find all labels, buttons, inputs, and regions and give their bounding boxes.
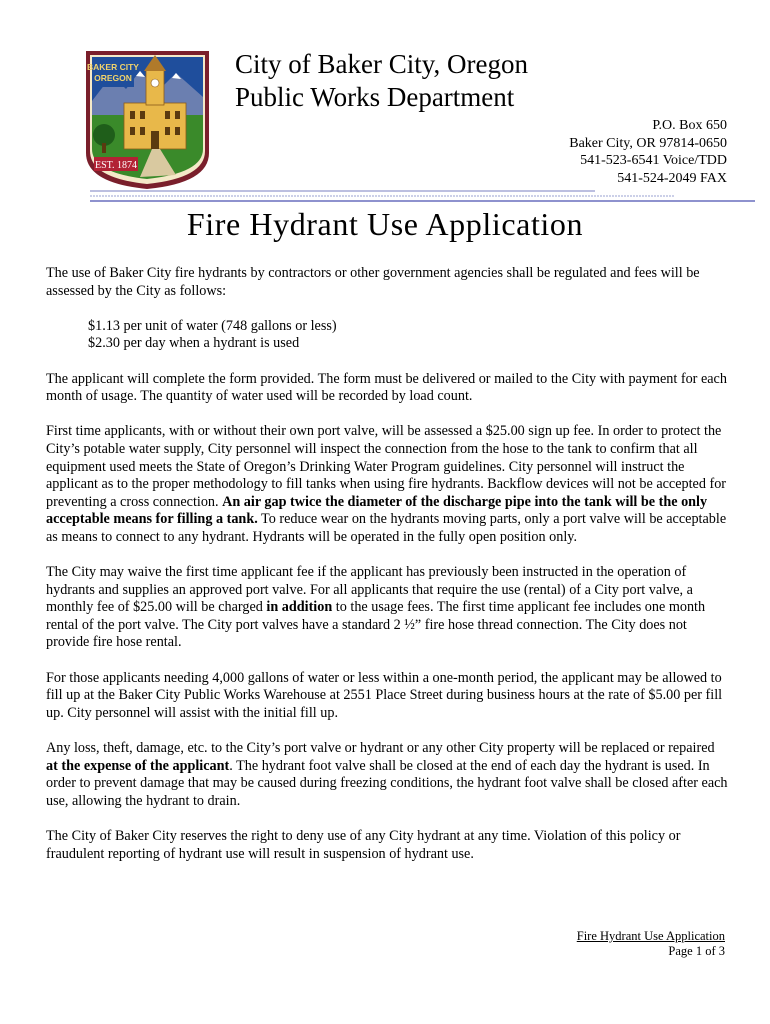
header-divider (90, 189, 755, 205)
first-time-applicant-paragraph: First time applicants, with or without their own port valve, will be assessed a $25.00 sign up fee. In order to protect the City’s potable water supply, City personnel will inspect the connection from the hose to the tank to confirm that all equipment used meets the State of Oregon’s Drinking Water Program guidelines. City personnel will instruct the applicant as to the proper methodology to fill tanks when using fire hydrants. Backflow devices will not be accepted for preventing a cross connection. An air gap twice the diameter of the discharge pipe into the tank will be the only acceptable means for filling a tank. To reduce wear on the hydrants moving parts, only a port valve will be acceptable as means to connect to any hydrant. Hydrants will be operated in the fully open position only. (46, 423, 727, 545)
warehouse-fill-paragraph: For those applicants needing 4,000 gallons of water or less within a one-month period, the applicant may be allowed to fill up at the Baker City Public Works Warehouse at 2551 Place Street during business hours at the rate of $5.00 per fill up. City personnel will assist with the initial fill up. (46, 669, 723, 721)
intro-paragraph: The use of Baker City fire hydrants by contractors or other government agencies shall be regulated and fees will be assessed by the City as follows: (46, 265, 700, 299)
document-body (46, 265, 729, 881)
page-footer (577, 929, 725, 959)
in-addition-emphasis: in addition (266, 599, 333, 616)
po-box: P.O. Box 650 (652, 118, 727, 133)
form-submission-paragraph: The applicant will complete the form provided. The form must be delivered or mailed to the City with payment for each month of usage. The quantity of water used will be recorded by load count. (46, 370, 727, 405)
phone-voice-tdd: 541-523-6541 Voice/TDD (580, 153, 727, 168)
department-name: Public Works Department (235, 82, 515, 112)
air-gap-requirement: An air gap twice the diameter of the discharge pipe into the tank will be the only acceptable means for filling a tank. (46, 493, 708, 528)
document-title: Fire Hydrant Use Application (186, 206, 584, 242)
liability-paragraph: Any loss, theft, damage, etc. to the City’s port valve or hydrant or any other City property will be replaced or repaired at the expense of the applicant. The hydrant foot valve shall be closed at the end of each day the hydrant is used. In order to prevent damage that may be caused during freezing conditions, the hydrant foot valve shall be closed after each use, allowing the hydrant to drain. (46, 740, 728, 809)
footer-document-name: Fire Hydrant Use Application (576, 929, 725, 943)
logo-text-line2: OREGON (94, 73, 132, 83)
fee-list (46, 318, 729, 353)
fee-item-water: $1.13 per unit of water (748 gallons or less) (88, 317, 337, 334)
applicant-expense-emphasis: at the expense of the applicant (46, 757, 230, 774)
logo-text-line1: BAKER CITY (87, 62, 139, 72)
contact-address-block (569, 117, 727, 187)
city-state-zip: Baker City, OR 97814-0650 (569, 135, 727, 151)
baker-city-seal-logo (80, 45, 215, 190)
fee-item-daily: $2.30 per day when a hydrant is used (88, 335, 300, 352)
fax-number: 541-524-2049 FAX (617, 170, 727, 186)
city-name: City of Baker City, Oregon (235, 49, 528, 79)
right-to-deny-paragraph: The City of Baker City reserves the right to deny use of any City hydrant at any time. Violation of this policy or fraudulent reporting of hydrant use will result in suspension of hydrant use. (46, 828, 681, 862)
port-valve-rental-paragraph: The City may waive the first time applicant fee if the applicant has previously been instructed in the operation of hydrants and supplies an approved port valve. For all applicants that require the use (rental) of a City port valve, a monthly fee of $25.00 will be charged in addition to the usage fees. The first time applicant fee includes one month rental of the port valve. The City port valves have a standard 2 ½” fire hose thread connection. The City does not provide fire hose rental. (46, 564, 706, 651)
organization-header (235, 48, 528, 114)
page-number: Page 1 of 3 (668, 944, 725, 958)
logo-est-text: EST. 1874 (94, 160, 138, 171)
